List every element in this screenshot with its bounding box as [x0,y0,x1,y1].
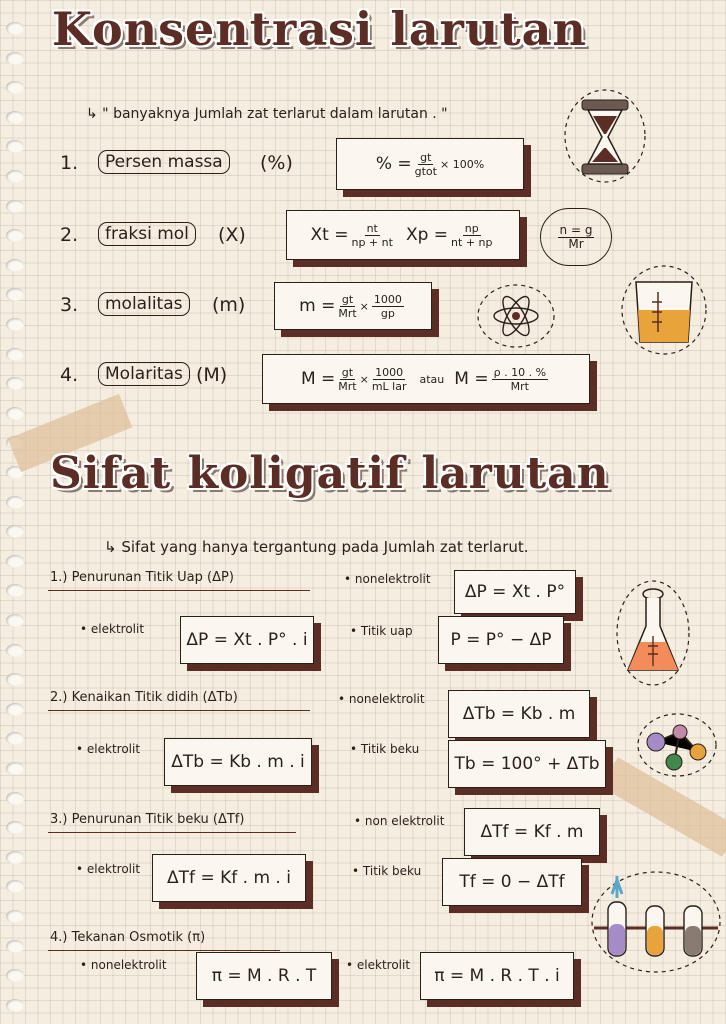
binder-hole [6,22,24,35]
binder-hole [6,703,24,716]
title-konsentrasi: Konsentrasi larutan [52,2,587,56]
formula-osmotik-elektrolit: π = M . R . T . i [420,952,574,1000]
formula-persen-massa [336,138,524,190]
binder-hole [6,229,24,242]
binder-hole [6,140,24,153]
binder-hole [6,880,24,893]
binder-hole [6,940,24,953]
label-elektrolit: • elektrolit [76,742,141,756]
binder-hole [6,200,24,213]
binder-hole [6,555,24,568]
binder-hole [6,407,24,420]
formula-dp-nonelektrolit: ΔP = Xt . P° [454,570,576,614]
formula-lhs: M = [300,369,336,389]
fraction [372,293,404,320]
label-molalitas: molalitas [98,292,190,316]
beaker-icon [618,262,710,358]
heading-penurunan-titik-uap: 1.) Penurunan Titik Uap (ΔP) [50,570,234,585]
binder-hole [6,792,24,805]
label-nonelektrolit: • non elektrolit [354,814,445,828]
label-titik-beku: • Titik beku [352,864,422,878]
binder-hole [6,259,24,272]
atom-icon [476,282,556,350]
denominator: Mrt [510,379,529,393]
label-titik-uap: • Titik uap [350,624,413,638]
molecule-icon [636,712,718,778]
binder-hole [6,821,24,834]
fraction [558,224,595,251]
symbol-molaritas: (M) [196,364,228,386]
denominator: Mrt [338,379,357,393]
numerator: gt [420,150,432,164]
label-nonelektrolit: • nonelektrolit [80,958,167,972]
formula-dtb-elektrolit: ΔTb = Kb . m . i [164,738,312,786]
binder-hole [6,318,24,331]
numerator: ρ . 10 . % [493,365,547,379]
binder-hole [6,969,24,982]
hourglass-icon [560,88,650,188]
numerator: nt [366,221,378,235]
binder-hole [6,81,24,94]
label-fraksi-mol: fraksi mol [98,222,196,246]
heading-tekanan-osmotik: 4.) Tekanan Osmotik (π) [50,930,206,945]
denominator: Mr [568,236,584,251]
symbol-molalitas: (m) [212,294,246,316]
binder-hole [6,673,24,686]
binder-hole [6,288,24,301]
test-tubes-icon [590,870,722,974]
formula-titik-uap: P = P° − ΔP [438,616,564,664]
binder-hole [6,111,24,124]
formula-molaritas [262,354,590,404]
binder-hole [6,170,24,183]
item-number: 4. [60,364,79,386]
binder-holes [6,0,32,1024]
symbol-fraksi: (X) [218,224,246,246]
label-elektrolit: • elektrolit [80,622,145,636]
label-persen-massa: Persen massa [98,150,230,174]
item-number: 1. [60,152,79,174]
numerator: 1000 [375,365,404,379]
operator: × [359,372,369,386]
numerator: 1000 [373,292,402,306]
mol-cloud [540,208,612,266]
symbol-persen: (%) [260,152,293,174]
formula-osmotik-nonelektrolit: π = M . R . T [196,952,332,1000]
binder-hole [6,614,24,627]
binder-hole [6,348,24,361]
fraction [338,293,356,320]
fraction [492,366,548,393]
formula-fraksi-mol [286,210,520,260]
denominator: gp [380,306,395,320]
denominator: Mrt [338,306,357,320]
formula-dtf-elektrolit: ΔTf = Kf . m . i [152,854,306,902]
formula-lhs: m = [299,296,336,316]
formula-lhs: Xt = [310,225,349,245]
formula-dtb-nonelektrolit: ΔTb = Kb . m [448,690,590,738]
definition-sifat: ↳ Sifat yang hanya tergantung pada Jumlah zat terlarut. [104,538,529,556]
binder-hole [6,910,24,923]
label-nonelektrolit: • nonelektrolit [338,692,425,706]
label-elektrolit: • elektrolit [346,958,411,972]
label-molaritas: Molaritas [98,362,190,386]
formula-molalitas [274,282,432,330]
formula-lhs: Xp = [405,225,449,245]
heading-penurunan-titik-beku: 3.) Penurunan Titik beku (ΔTf) [50,812,245,827]
binder-hole [6,496,24,509]
underline [48,950,280,951]
definition-konsentrasi: ↳ " banyaknya Jumlah zat terlarut dalam larutan . " [86,106,448,122]
denominator: gtot [414,164,437,178]
fraction [338,366,356,393]
formula-dp-elektrolit: ΔP = Xt . P° . i [180,616,314,664]
binder-hole [6,999,24,1012]
binder-hole [6,851,24,864]
binder-hole [6,377,24,390]
fraction [451,222,492,249]
word-atau: atau [419,372,445,386]
binder-hole [6,584,24,597]
formula-lhs: M = [454,369,489,389]
formula-lhs: % = [375,154,412,174]
label-titik-beku: • Titik beku [350,742,420,756]
label-nonelektrolit: • nonelektrolit [344,572,431,586]
formula-titik-didih: Tb = 100° + ΔTb [448,740,606,788]
underline [48,590,310,591]
denominator: np + nt [351,235,393,249]
formula-titik-beku: Tf = 0 − ΔTf [442,858,582,906]
formula-rhs: × 100% [439,157,485,171]
binder-hole [6,762,24,775]
binder-hole [6,525,24,538]
binder-hole [6,52,24,65]
fraction [372,366,407,393]
title-sifat-koligatif: Sifat koligatif larutan [50,448,610,499]
fraction [415,151,437,178]
fraction [351,222,392,249]
item-number: 3. [60,294,79,316]
heading-kenaikan-titik-didih: 2.) Kenaikan Titik didih (ΔTb) [50,690,238,705]
numerator: gt [341,292,354,306]
underline [48,832,296,833]
formula-dtf-nonelektrolit: ΔTf = Kf . m [464,808,600,856]
numerator: n = g [559,222,593,237]
flask-icon [614,578,692,688]
denominator: mL lar [371,379,407,393]
underline [48,710,310,711]
operator: × [359,299,369,313]
denominator: nt + np [451,235,493,249]
binder-hole [6,644,24,657]
numerator: np [464,221,479,235]
item-number: 2. [60,224,79,246]
binder-hole [6,732,24,745]
numerator: gt [341,365,354,379]
label-elektrolit: • elektrolit [76,862,141,876]
